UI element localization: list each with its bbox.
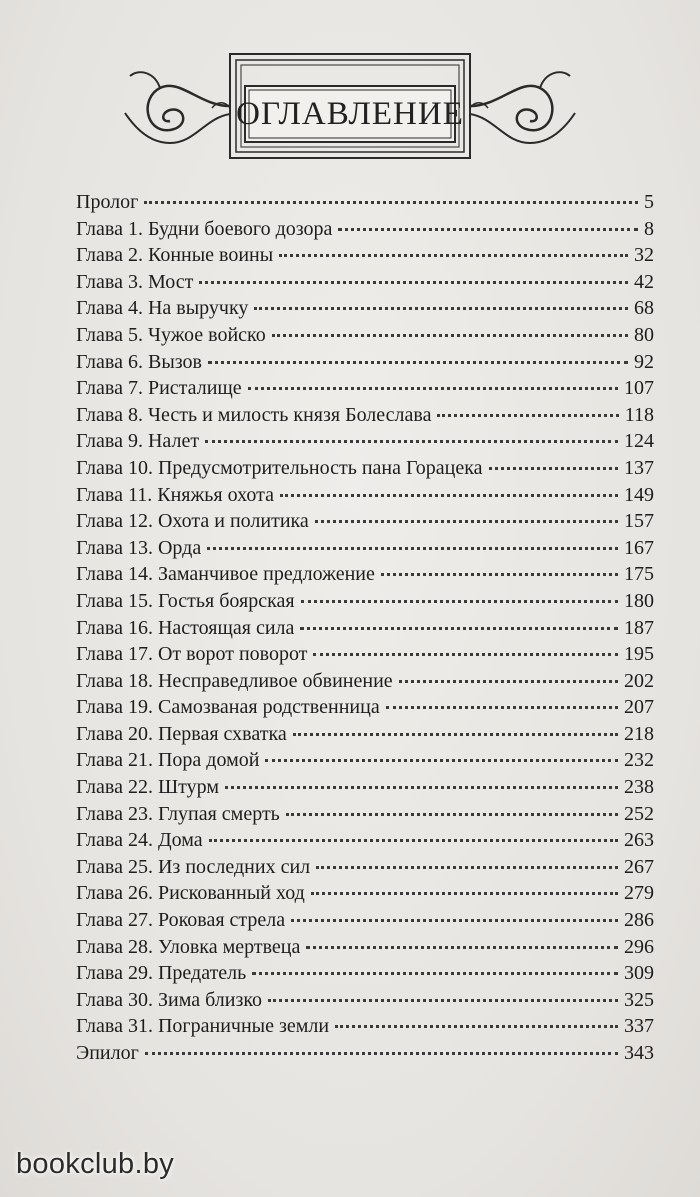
dot-leader <box>291 918 618 922</box>
dot-leader <box>225 785 618 789</box>
dot-leader <box>205 439 618 443</box>
toc-entry-title: Глава 12. Охота и политика <box>76 510 309 533</box>
toc-entry[interactable] <box>76 242 654 269</box>
toc-entry[interactable] <box>76 694 654 721</box>
dot-leader <box>338 227 638 231</box>
toc-entry-title: Глава 3. Мост <box>76 270 194 293</box>
toc-entry[interactable] <box>76 827 654 854</box>
toc-entry[interactable] <box>76 721 654 748</box>
toc-entry-title: Глава 7. Ристалище <box>76 377 242 400</box>
toc-entry[interactable] <box>76 588 654 615</box>
toc-entry[interactable] <box>76 960 654 987</box>
toc-entry-title: Глава 20. Первая схватка <box>76 722 287 745</box>
toc-entry[interactable] <box>76 455 654 482</box>
toc-entry-title: Глава 30. Зима близко <box>76 988 263 1011</box>
toc-entry[interactable] <box>76 774 654 801</box>
dot-leader <box>254 306 628 310</box>
dot-leader <box>300 626 618 630</box>
toc-entry[interactable] <box>76 269 654 296</box>
dot-leader <box>145 1051 618 1055</box>
dot-leader <box>279 253 628 257</box>
toc-entry-page-number: 157 <box>624 510 654 533</box>
toc-entry-page-number: 325 <box>624 988 654 1011</box>
watermark-text: bookclub.by <box>16 1148 175 1180</box>
toc-entry[interactable] <box>76 189 654 216</box>
toc-entry-title: Глава 17. От ворот поворот <box>76 643 308 666</box>
toc-entry-page-number: 279 <box>624 882 654 905</box>
toc-entry-page-number: 92 <box>634 350 654 373</box>
toc-entry-page-number: 309 <box>624 962 654 985</box>
toc-entry[interactable] <box>76 508 654 535</box>
toc-entry-page-number: 107 <box>624 377 654 400</box>
toc-entry[interactable] <box>76 641 654 668</box>
toc-entry-page-number: 343 <box>624 1042 654 1064</box>
toc-entry-title: Глава 16. Настоящая сила <box>76 616 295 639</box>
toc-entry[interactable] <box>76 615 654 642</box>
dot-leader <box>313 652 618 656</box>
toc-entry-title: Глава 22. Штурм <box>76 776 219 799</box>
dot-leader <box>286 812 618 816</box>
toc-entry[interactable] <box>76 535 654 562</box>
dot-leader <box>252 971 618 975</box>
toc-entry-title: Глава 1. Будни боевого дозора <box>76 217 333 240</box>
toc-entry-page-number: 167 <box>624 536 654 559</box>
toc-entry[interactable] <box>76 880 654 907</box>
dot-leader <box>265 758 618 762</box>
toc-entry-title: Глава 6. Вызов <box>76 350 202 373</box>
toc-entry-page-number: 195 <box>624 643 654 666</box>
toc-entry-title: Глава 24. Дома <box>76 829 203 852</box>
toc-entry-title: Глава 27. Роковая стрела <box>76 909 286 932</box>
dot-leader <box>399 679 618 683</box>
toc-entry-page-number: 5 <box>644 191 654 213</box>
toc-entry-page-number: 286 <box>624 909 654 932</box>
toc-entry[interactable] <box>76 322 654 349</box>
dot-leader <box>209 838 618 842</box>
toc-entry[interactable] <box>76 349 654 376</box>
dot-leader <box>437 413 618 417</box>
dot-leader <box>301 599 618 603</box>
toc-entry[interactable] <box>76 854 654 881</box>
toc-entry-title: Пролог <box>76 191 139 213</box>
toc-entry-page-number: 218 <box>624 722 654 745</box>
toc-entry-title: Глава 10. Предусмотрительность пана Горацека <box>76 456 483 479</box>
toc-entry-page-number: 296 <box>624 935 654 958</box>
toc-entry-page-number: 124 <box>624 430 654 453</box>
toc-entry[interactable] <box>76 934 654 961</box>
toc-entry[interactable] <box>76 561 654 588</box>
toc-entry-page-number: 252 <box>624 802 654 825</box>
dot-leader <box>293 732 618 736</box>
toc-entry-title: Глава 18. Несправедливое обвинение <box>76 669 393 692</box>
toc-entry-title: Глава 23. Глупая смерть <box>76 802 280 825</box>
toc-entry-page-number: 137 <box>624 456 654 479</box>
toc-entry[interactable] <box>76 482 654 509</box>
dot-leader <box>306 945 618 949</box>
table-of-contents <box>76 189 654 1067</box>
toc-entry-page-number: 232 <box>624 749 654 772</box>
dot-leader <box>315 519 618 523</box>
toc-entry-page-number: 187 <box>624 616 654 639</box>
toc-entry[interactable] <box>76 801 654 828</box>
toc-entry-page-number: 337 <box>624 1015 654 1038</box>
toc-entry-page-number: 175 <box>624 563 654 586</box>
dot-leader <box>208 360 628 364</box>
toc-entry[interactable] <box>76 402 654 429</box>
toc-entry-title: Глава 28. Уловка мертвеца <box>76 935 301 958</box>
dot-leader <box>280 493 618 497</box>
toc-title: ОГЛАВЛЕНИЕ <box>236 95 464 132</box>
toc-entry-title: Глава 19. Самозваная родственница <box>76 696 380 719</box>
toc-entry-title: Глава 25. Из последних сил <box>76 855 311 878</box>
header-ornament <box>120 48 580 166</box>
toc-entry-page-number: 118 <box>624 403 654 426</box>
toc-entry[interactable] <box>76 375 654 402</box>
dot-leader <box>311 891 618 895</box>
toc-entry[interactable] <box>76 216 654 243</box>
dot-leader <box>386 705 618 709</box>
dot-leader <box>272 333 628 337</box>
dot-leader <box>207 546 618 550</box>
toc-entry-page-number: 263 <box>624 829 654 852</box>
toc-entry-title: Глава 21. Пора домой <box>76 749 260 772</box>
dot-leader <box>335 1024 618 1028</box>
toc-entry-title: Глава 4. На выручку <box>76 297 249 320</box>
dot-leader <box>248 386 618 390</box>
toc-entry[interactable] <box>76 1040 654 1067</box>
toc-entry-title: Глава 31. Пограничные земли <box>76 1015 330 1038</box>
dot-leader <box>489 466 618 470</box>
toc-entry-title: Глава 11. Княжья охота <box>76 483 274 506</box>
toc-entry-page-number: 68 <box>634 297 654 320</box>
toc-entry-page-number: 42 <box>634 270 654 293</box>
toc-entry[interactable] <box>76 1013 654 1040</box>
toc-entry-title: Эпилог <box>76 1042 139 1064</box>
toc-entry-page-number: 180 <box>624 589 654 612</box>
toc-entry-title: Глава 2. Конные воины <box>76 244 274 267</box>
toc-entry-page-number: 8 <box>644 217 654 240</box>
toc-entry-page-number: 80 <box>634 323 654 346</box>
toc-entry-title: Глава 8. Честь и милость князя Болеслава <box>76 403 432 426</box>
dot-leader <box>268 998 618 1002</box>
toc-entry-page-number: 202 <box>624 669 654 692</box>
toc-entry-title: Глава 26. Рискованный ход <box>76 882 305 905</box>
dot-leader <box>316 865 618 869</box>
toc-entry-page-number: 149 <box>624 483 654 506</box>
toc-entry[interactable] <box>76 668 654 695</box>
toc-entry-title: Глава 5. Чужое войско <box>76 323 266 346</box>
toc-entry-page-number: 267 <box>624 855 654 878</box>
toc-entry-title: Глава 13. Орда <box>76 536 202 559</box>
dot-leader <box>199 280 628 284</box>
toc-entry[interactable] <box>76 907 654 934</box>
toc-entry[interactable] <box>76 987 654 1014</box>
dot-leader <box>144 200 638 204</box>
toc-entry-page-number: 32 <box>634 244 654 267</box>
toc-entry-page-number: 207 <box>624 696 654 719</box>
toc-entry-page-number: 238 <box>624 776 654 799</box>
toc-entry-title: Глава 14. Заманчивое предложение <box>76 563 375 586</box>
toc-entry[interactable] <box>76 295 654 322</box>
toc-entry-title: Глава 9. Налет <box>76 430 200 453</box>
toc-entry-title: Глава 15. Гостья боярская <box>76 589 295 612</box>
toc-entry[interactable] <box>76 747 654 774</box>
dot-leader <box>381 572 618 576</box>
toc-entry[interactable] <box>76 428 654 455</box>
toc-entry-title: Глава 29. Предатель <box>76 962 247 985</box>
